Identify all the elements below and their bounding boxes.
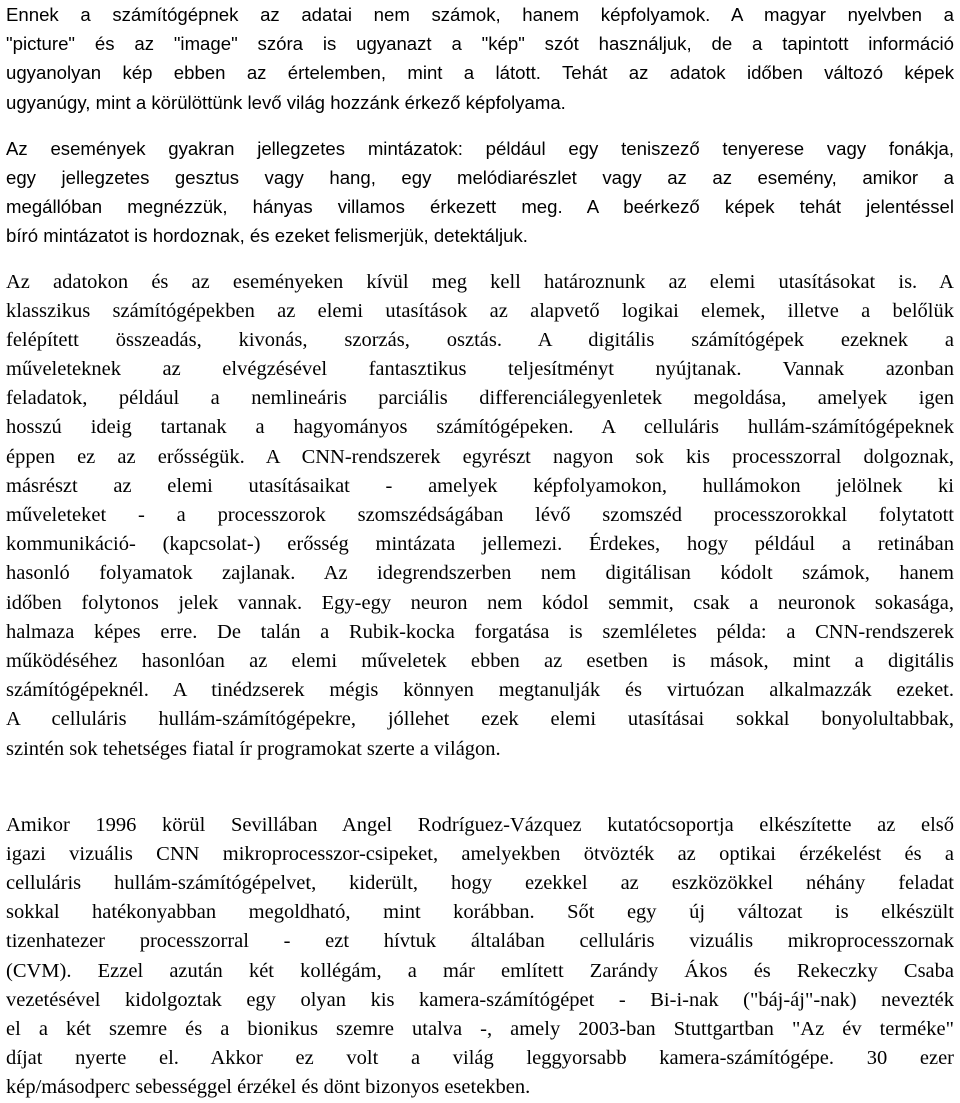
paragraph-line: szintén sok tehetséges fiatal ír programokat szerte a világon. bbox=[6, 737, 501, 760]
paragraph-line: kép/másodperc sebességgel érzékel és dönt bizonyos esetekben. bbox=[6, 1076, 531, 1099]
paragraph-spacer bbox=[6, 117, 954, 134]
paragraph-line: bíró mintázatot is hordoznak, és ezeket felismerjük, detektáljuk. bbox=[6, 225, 528, 247]
paragraph-line: tizenhatezer processzorral - ezt hívtuk általában celluláris vizuális mikroprocesszornak bbox=[6, 930, 954, 953]
paragraph-line: hosszú ideig tartanak a hagyományos számítógépeken. A celluláris hullám-számítógépeknek bbox=[6, 416, 954, 439]
paragraph-line: vezetésével kidolgoztak egy olyan kis kamera-számítógépet - Bi-i-nak ("báj-áj"-nak) nevezték bbox=[6, 988, 954, 1011]
paragraph-line: kommunikáció- (kapcsolat-) erősség mintázata jellemezi. Érdekes, hogy például a retinában bbox=[6, 533, 954, 556]
paragraph-line: A celluláris hullám-számítógépekre, jóllehet ezek elemi utasításai sokkal bonyolultabbak, bbox=[6, 708, 954, 731]
paragraph-line: számítógépeknél. A tinédzserek mégis könnyen megtanulják és virtuózan alkalmazzák ezeket. bbox=[6, 679, 954, 702]
paragraph-line: ugyanúgy, mint a körülöttünk levő világ hozzánk érkező képfolyama. bbox=[6, 91, 566, 113]
paragraph-line: Ennek a számítógépnek az adatai nem számok, hanem képfolyamok. A magyar nyelvben a bbox=[6, 4, 954, 25]
paragraph-line: (CVM). Ezzel azután két kollégám, a már említett Zarándy Ákos és Rekeczky Csaba bbox=[6, 959, 954, 982]
paragraph-line: műveleteknek az elvégzésével fantasztikus teljesítményt nyújtanak. Vannak azonban bbox=[6, 358, 954, 381]
paragraph-line: időben folytonos jelek vannak. Egy-egy neuron nem kódol semmit, csak a neuronok sokasága, bbox=[6, 591, 954, 614]
paragraph-line: másrészt az elemi utasításaikat - amelyek képfolyamokon, hullámokon jelölnek ki bbox=[6, 474, 954, 497]
paragraph-line: egy jellegzetes gesztus vagy hang, egy melódiarészlet vagy az az esemény, amikor a bbox=[6, 166, 954, 188]
paragraph-line: sokkal hatékonyabban megoldható, mint korábban. Sőt egy új változat is elkészült bbox=[6, 901, 954, 924]
paragraph-line: celluláris hullám-számítógépelvet, kiderült, hogy ezekkel az eszközökkel néhány feladat bbox=[6, 872, 954, 895]
paragraph-line: hasonló folyamatok zajlanak. Az idegrendszerben nem digitálisan kódolt számok, hanem bbox=[6, 562, 954, 585]
paragraph-line: klasszikus számítógépekben az elemi utasítások az alapvető logikai elemek, illetve a belőlük bbox=[6, 299, 954, 322]
paragraph-line: "picture" és az "image" szóra is ugyanazt a "kép" szót használjuk, de a tapintott információ bbox=[6, 33, 954, 55]
paragraph-spacer bbox=[6, 764, 954, 811]
paragraph-3 bbox=[6, 268, 954, 764]
paragraph-line: műveleteket - a processzorok szomszédságában lévő szomszéd processzorokkal folytatott bbox=[6, 504, 954, 526]
paragraph-spacer bbox=[6, 251, 954, 268]
paragraph-line: éppen ez az erősségük. A CNN-rendszerek egyrészt nagyon sok kis processzorral dolgoznak, bbox=[6, 445, 954, 468]
paragraph-line: felépített összeadás, kivonás, szorzás, osztás. A digitális számítógépek ezeknek a bbox=[6, 328, 954, 351]
paragraph-line: megállóban megnézzük, hányas villamos érkezett meg. A beérkező képek tehát jelentéssel bbox=[6, 196, 954, 218]
paragraph-line: Amikor 1996 körül Sevillában Angel Rodríguez-Vázquez kutatócsoportja elkészítette az első bbox=[6, 813, 954, 836]
paragraph-line: működéséhez hasonlóan az elemi műveletek ebben az esetben is mások, mint a digitális bbox=[6, 649, 954, 672]
paragraph-4 bbox=[6, 811, 954, 1103]
paragraph-2 bbox=[6, 134, 954, 251]
paragraph-line: feladatok, például a nemlineáris parciális differenciálegyenletek megoldása, amelyek igen bbox=[6, 387, 954, 410]
paragraph-line: igazi vizuális CNN mikroprocesszor-csipeket, amelyekben ötvözték az optikai érzékelést és a bbox=[6, 842, 954, 865]
paragraph-line: díjat nyerte el. Akkor ez volt a világ leggyorsabb kamera-számítógépe. 30 ezer bbox=[6, 1047, 954, 1070]
paragraph-line: Az adatokon és az eseményeken kívül meg kell határoznunk az elemi utasításokat is. A bbox=[6, 270, 954, 293]
paragraph-1 bbox=[6, 0, 954, 117]
paragraph-line: halmaza képes erre. De talán a Rubik-kocka forgatása is szemléletes példa: a CNN-rendszerek bbox=[6, 620, 954, 643]
paragraph-line: ugyanolyan kép ebben az értelemben, mint a látott. Tehát az adatok időben változó képek bbox=[6, 62, 954, 84]
paragraph-line: el a két szemre és a bionikus szemre utalva -, amely 2003-ban Stuttgartban "Az év terméke" bbox=[6, 1018, 954, 1040]
paragraph-line: Az események gyakran jellegzetes mintázatok: például egy teniszező tenyerese vagy fonákja, bbox=[6, 137, 954, 159]
